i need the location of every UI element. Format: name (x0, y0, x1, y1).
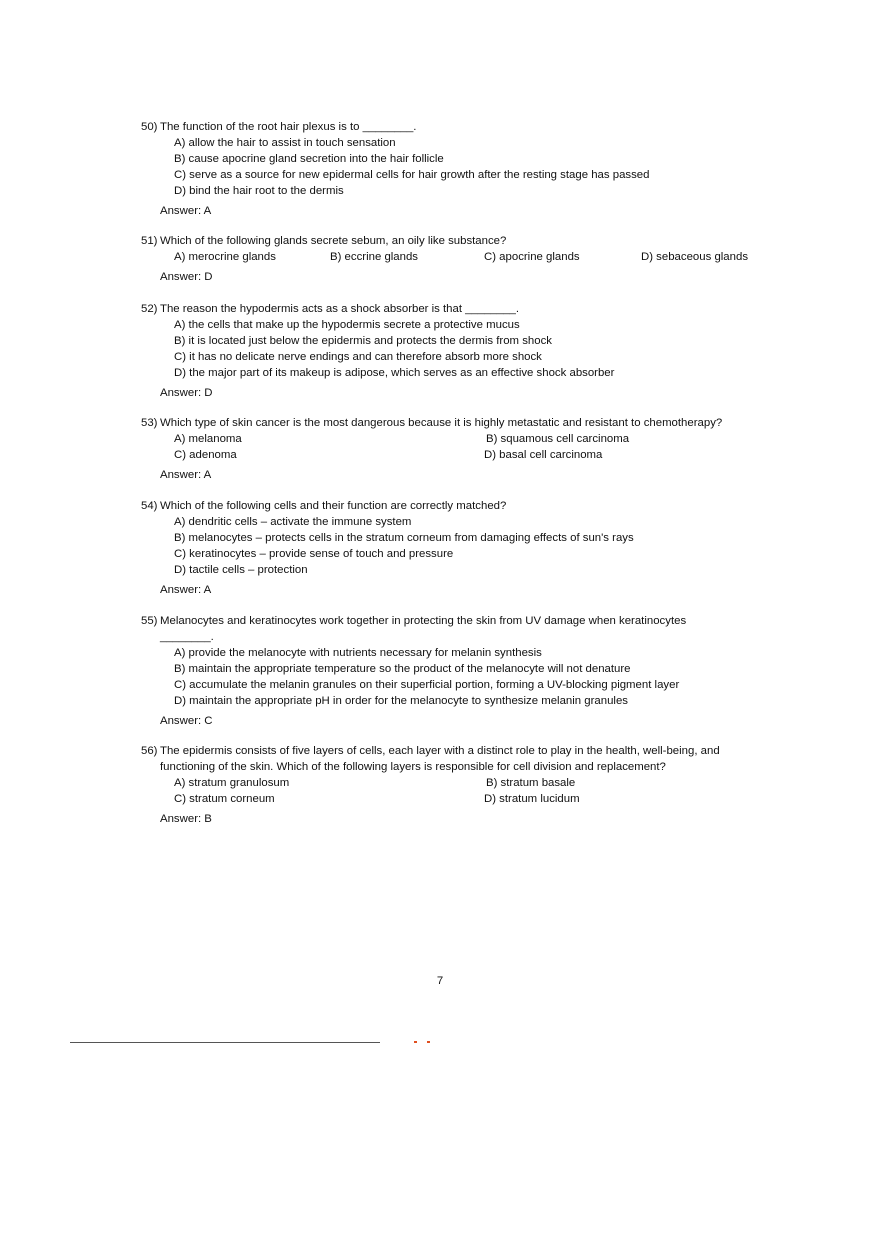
answer: Answer: A (160, 205, 212, 217)
question-51 (141, 233, 766, 285)
option-b: B) eccrine glands (330, 251, 419, 263)
option-a: A) allow the hair to assist in touch sensation (174, 137, 396, 149)
option-a: A) dendritic cells – activate the immune system (174, 516, 412, 528)
option-b: B) cause apocrine gland secretion into the hair follicle (174, 153, 444, 165)
question-stem: 56) The epidermis consists of five layers of cells, each layer with a distinct role to play in the health, well-being, and (141, 745, 720, 757)
question-stem: 53) Which type of skin cancer is the most dangerous because it is highly metastatic and resistant to chemotherapy? (141, 417, 723, 429)
question-stem: 55) Melanocytes and keratinocytes work together in protecting the skin from UV damage when keratinocytes (141, 615, 687, 627)
question-55 (141, 613, 766, 729)
question-stem-continued: ________. (160, 631, 214, 643)
question-stem: 51) Which of the following glands secrete sebum, an oily like substance? (141, 235, 507, 247)
question-stem: 54) Which of the following cells and their function are correctly matched? (141, 500, 507, 512)
option-d: D) maintain the appropriate pH in order for the melanocyte to synthesize melanin granules (174, 695, 628, 707)
answer: Answer: B (160, 813, 212, 825)
option-c: C) apocrine glands (484, 251, 580, 263)
options-row (141, 775, 771, 791)
option-c: C) accumulate the melanin granules on their superficial portion, forming a UV-blocking pigment layer (174, 679, 680, 691)
answer: Answer: D (160, 271, 213, 283)
option-c: C) keratinocytes – provide sense of touch and pressure (174, 548, 454, 560)
options-row (141, 249, 766, 265)
answer: Answer: D (160, 387, 213, 399)
option-d: D) bind the hair root to the dermis (174, 185, 344, 197)
option-c: C) serve as a source for new epidermal cells for hair growth after the resting stage has passed (174, 169, 650, 181)
question-50 (141, 119, 766, 219)
answer: Answer: A (160, 584, 212, 596)
option-a: A) provide the melanocyte with nutrients necessary for melanin synthesis (174, 647, 542, 659)
question-56 (141, 743, 771, 827)
option-b: B) it is located just below the epidermis and protects the dermis from shock (174, 335, 552, 347)
option-a: A) melanoma (174, 433, 242, 445)
question-stem: 52) The reason the hypodermis acts as a shock absorber is that ________. (141, 303, 520, 315)
option-a: A) stratum granulosum (174, 777, 290, 789)
option-d: D) sebaceous glands (641, 251, 749, 263)
option-d: D) the major part of its makeup is adipose, which serves as an effective shock absorber (174, 367, 615, 379)
option-d: D) stratum lucidum (484, 793, 580, 805)
option-a: A) merocrine glands (174, 251, 276, 263)
option-b: B) maintain the appropriate temperature so the product of the melanocyte will not denature (174, 663, 631, 675)
option-d: D) basal cell carcinoma (484, 449, 603, 461)
option-c: C) it has no delicate nerve endings and can therefore absorb more shock (174, 351, 542, 363)
option-b: B) squamous cell carcinoma (486, 433, 630, 445)
options-row (141, 791, 771, 807)
option-b: B) melanocytes – protects cells in the stratum corneum from damaging effects of sun's rays (174, 532, 634, 544)
question-52 (141, 301, 766, 401)
question-stem-continued: functioning of the skin. Which of the following layers is responsible for cell division and replacement? (160, 761, 666, 773)
page-number: 7 (436, 975, 444, 987)
option-a: A) the cells that make up the hypodermis secrete a protective mucus (174, 319, 520, 331)
question-53 (141, 415, 766, 483)
question-54 (141, 498, 766, 598)
question-stem: 50) The function of the root hair plexus is to ________. (141, 121, 417, 133)
option-b: B) stratum basale (486, 777, 576, 789)
options-row (141, 431, 766, 447)
option-c: C) stratum corneum (174, 793, 275, 805)
footer-mark (414, 1040, 436, 1044)
answer: Answer: C (160, 715, 213, 727)
option-d: D) tactile cells – protection (174, 564, 308, 576)
option-c: C) adenoma (174, 449, 237, 461)
answer: Answer: A (160, 469, 212, 481)
footer-rule (70, 1042, 380, 1043)
options-row (141, 447, 766, 463)
